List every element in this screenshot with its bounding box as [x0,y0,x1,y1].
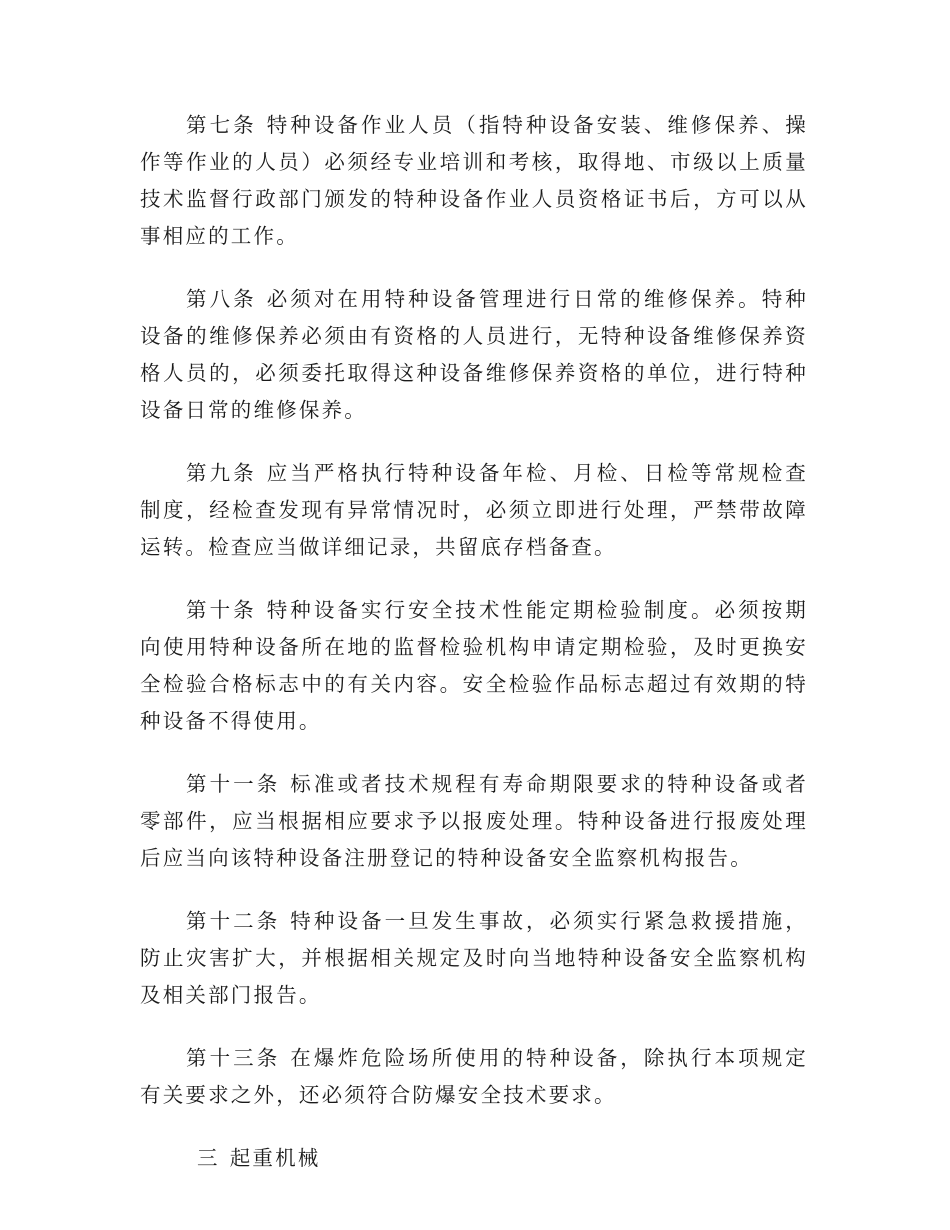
section-heading [140,1140,808,1177]
article-number: 第十条 [186,598,257,622]
article-number: 第八条 [186,287,257,311]
article-13 [140,1040,808,1114]
article-text: 特种设备一旦发生事故，必须实行紧急救援措施，防止灾害扩大，并根据相关规定及时向当地特种设备安全监察机构及相关部门报告。 [140,909,808,1007]
article-text: 特种设备作业人员（指特种设备安装、维修保养、操作等作业的人员）必须经专业培训和考核，取得地、市级以上质量技术监督行政部门颁发的特种设备作业人员资格证书后，方可以从事相应的工作。 [140,113,808,248]
article-number: 第七条 [186,113,257,137]
article-text: 在爆炸危险场所使用的特种设备，除执行本项规定有关要求之外，还必须符合防爆安全技术要求。 [140,1046,808,1107]
section-title: 起重机械 [229,1146,321,1170]
article-number: 第十三条 [186,1046,281,1070]
article-8 [140,281,808,429]
article-number: 第十二条 [186,909,281,933]
article-10 [140,592,808,740]
article-12 [140,903,808,1014]
article-text: 必须对在用特种设备管理进行日常的维修保养。特种设备的维修保养必须由有资格的人员进行，无特种设备维修保养资格人员的，必须委托取得这种设备维修保养资格的单位，进行特种设备日常的维修保养。 [140,287,808,422]
article-7 [140,107,808,255]
article-11 [140,766,808,877]
section-number: 三 [197,1146,220,1170]
document-page [140,107,808,1177]
article-9 [140,455,808,566]
article-number: 第十一条 [186,772,281,796]
article-number: 第九条 [186,461,257,485]
article-text: 标准或者技术规程有寿命期限要求的特种设备或者零部件，应当根据相应要求予以报废处理。特种设备进行报废处理后应当向该特种设备注册登记的特种设备安全监察机构报告。 [140,772,808,870]
article-text: 特种设备实行安全技术性能定期检验制度。必须按期向使用特种设备所在地的监督检验机构申请定期检验，及时更换安全检验合格标志中的有关内容。安全检验作品标志超过有效期的特种设备不得使用。 [140,598,808,733]
article-text: 应当严格执行特种设备年检、月检、日检等常规检查制度，经检查发现有异常情况时，必须立即进行处理，严禁带故障运转。检查应当做详细记录，共留底存档备查。 [140,461,808,559]
